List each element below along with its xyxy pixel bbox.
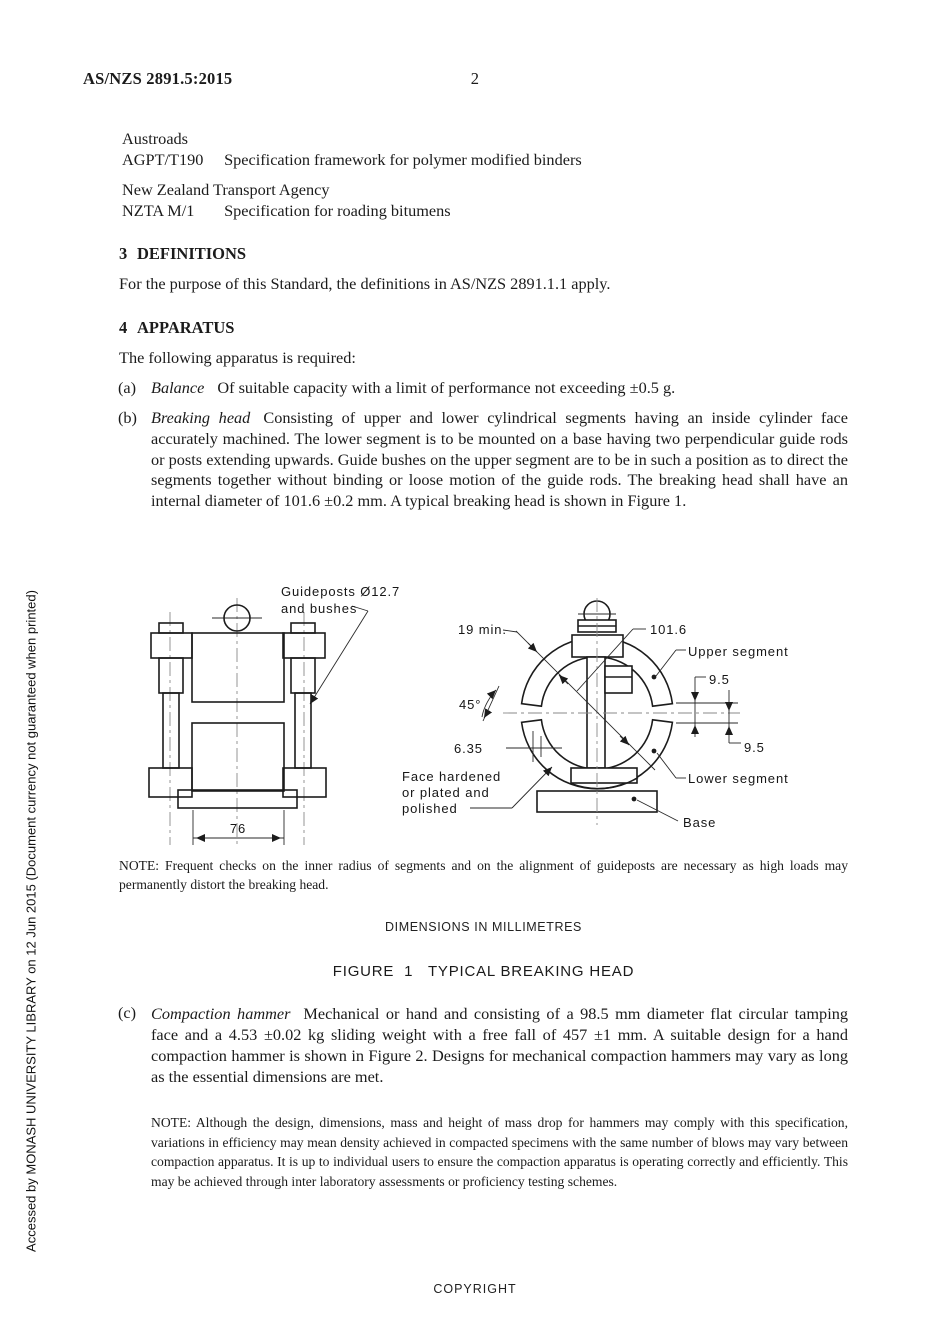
reference-row <box>122 201 451 221</box>
dim-9-5-top-label: 9.5 <box>709 672 730 687</box>
list-marker: (b) <box>118 408 137 427</box>
figure-caption: FIGURE 1 TYPICAL BREAKING HEAD <box>332 963 635 980</box>
definitions-paragraph: For the purpose of this Standard, the definitions in AS/NZS 2891.1.1 apply. <box>119 274 611 293</box>
label-base: Base <box>683 815 717 830</box>
apparatus-desc: Mechanical or hand and consisting of a 98.5 mm diameter flat circular tamping face and a 4.53 ±0.02 kg sliding weight with a free fall of 457 ±1 mm. A suitable design for a hand compaction hammer is shown in Figure 2. Designs for mechanical compaction hammers may vary as long as the essential dimensions are met. <box>151 1004 848 1086</box>
reference-code: AGPT/T190 <box>122 150 204 169</box>
apparatus-term: Balance <box>151 378 205 397</box>
list-item-compaction-hammer <box>118 1003 848 1087</box>
section-view-drawing <box>470 598 741 825</box>
figure-note: NOTE: Frequent checks on the inner radius of segments and on the alignment of guideposts are necessary as high loads may permanently distort the breaking head. <box>119 858 848 893</box>
page-number: 2 <box>470 69 480 88</box>
section-heading-definitions <box>119 244 246 264</box>
label-guideposts: Guideposts Ø12.7 <box>281 584 401 599</box>
reference-code: NZTA M/1 <box>122 201 195 220</box>
reference-org: New Zealand Transport Agency <box>122 180 330 199</box>
list-item-breaking-head <box>118 408 848 512</box>
compaction-hammer-note: NOTE: Although the design, dimensions, mass and height of mass drop for hammers may comply with this specification, variations in efficiency may mean density achieved in compacted specimens with the same number of blows may vary between compaction apparatus. It is up to individual users to ensure the compaction apparatus is operating correctly and efficiently. This may be achieved through inter laboratory assessments or proficiency testing schemes. <box>151 1115 848 1189</box>
list-item-text <box>151 408 848 512</box>
label-face-hardened-2: or plated and <box>402 785 490 800</box>
sidebar-access-note: Accessed by MONASH UNIVERSITY LIBRARY on 12 Jun 2015 (Document currency not guaranteed when printed) <box>23 590 39 1252</box>
dim-45deg-label: 45° <box>459 697 482 712</box>
list-item-balance <box>118 378 848 399</box>
reference-row <box>122 150 582 170</box>
reference-title: Specification framework for polymer modified binders <box>224 150 582 169</box>
section-number: 3 <box>119 244 128 263</box>
apparatus-term: Breaking head <box>151 408 251 427</box>
dim-6-35-label: 6.35 <box>454 741 483 756</box>
section-title: APPARATUS <box>137 318 235 337</box>
reference-org: Austroads <box>122 129 189 148</box>
list-marker: (a) <box>118 378 137 397</box>
list-item-text <box>151 378 848 399</box>
figure-breaking-head-drawing <box>0 560 950 865</box>
section-title: DEFINITIONS <box>137 244 247 263</box>
list-item-text <box>151 1003 848 1087</box>
label-face-hardened-3: polished <box>402 801 458 816</box>
label-guideposts-2: and bushes <box>281 601 358 616</box>
dim-19min-label: 19 min. <box>458 622 507 637</box>
dim-9-5-bottom-label: 9.5 <box>744 740 765 755</box>
apparatus-desc: Consisting of upper and lower cylindrical segments having an inside cylinder face accurately machined. The lower segment is to be mounted on a base having two perpendicular guide rods or posts extending upwards. Guide bushes on the upper segment are to be in such a position as to direct the segments together without binding or loose motion of the guide rods. The breaking head shall have an internal diameter of 101.6 ±0.2 mm. A typical breaking head is shown in Figure 1. <box>151 408 849 511</box>
footer-copyright: COPYRIGHT <box>433 1282 517 1296</box>
apparatus-term: Compaction hammer <box>151 1004 291 1023</box>
section-number: 4 <box>119 318 128 337</box>
apparatus-intro: The following apparatus is required: <box>119 348 356 367</box>
label-face-hardened-1: Face hardened <box>402 769 502 784</box>
dim-101-6-label: 101.6 <box>650 622 688 637</box>
list-marker: (c) <box>118 1003 137 1022</box>
apparatus-desc: Of suitable capacity with a limit of performance not exceeding ±0.5 g. <box>217 378 676 397</box>
label-lower-segment: Lower segment <box>688 771 789 786</box>
reference-title: Specification for roading bitumens <box>224 201 451 220</box>
section-heading-apparatus <box>119 318 234 338</box>
label-upper-segment: Upper segment <box>688 644 789 659</box>
front-view-drawing <box>149 598 368 848</box>
figure-units-caption: DIMENSIONS IN MILLIMETRES <box>385 920 582 934</box>
dim-76-label: 76 <box>229 821 247 836</box>
header-standard-number: AS/NZS 2891.5:2015 <box>83 69 233 88</box>
